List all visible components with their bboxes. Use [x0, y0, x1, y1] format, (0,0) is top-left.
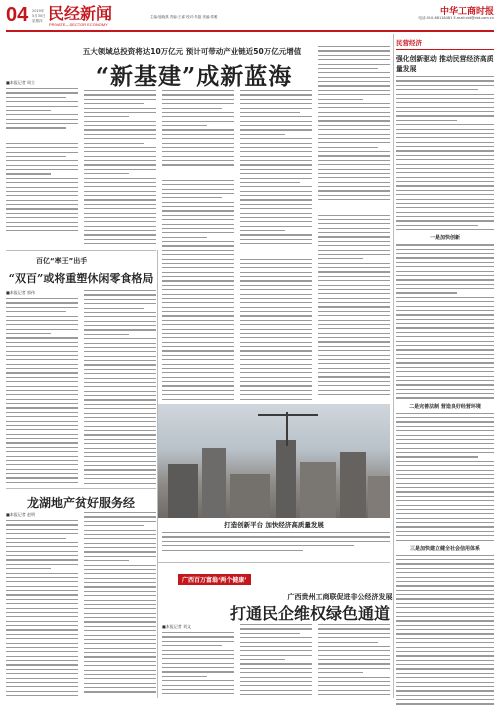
photo-caption: 打造创新平台 加快经济高质量发展 [224, 521, 324, 529]
lead-text-col-3 [162, 90, 234, 400]
publish-date: 2019年5月30日 星期四 [32, 9, 46, 23]
sidebar-column [396, 38, 494, 698]
story2-text-col-2 [84, 290, 156, 486]
story4-text-col-2 [240, 624, 312, 698]
masthead [6, 4, 494, 28]
column-name: 民经新闻 [48, 4, 113, 23]
sidebar-section-label: 民营经济 [396, 38, 494, 50]
lead-text-col-2 [84, 90, 156, 248]
masthead-rule [6, 30, 494, 32]
sidebar-title: 强化创新驱动 推动民营经济高质量发展 [396, 55, 494, 73]
lead-text-col-4 [240, 90, 312, 400]
lead-text-col-1 [6, 80, 78, 248]
story2-byline: ■本报记者 郭伟 [6, 290, 36, 295]
page-number: 04 [6, 4, 29, 26]
newspaper-brand: 中华工商时报 [439, 7, 494, 17]
editor-credits: 主编:施晓燕 责编:王睿 校对:朱磊 美编:郑雅 [150, 15, 218, 19]
lead-kicker: 五大领域总投资将达10万亿元 预计可带动产业链近50万亿元增值 [82, 47, 302, 56]
story4-text-col-1 [162, 624, 234, 698]
column-subtitle: PRIVATE—SECTOR ECONOMY [49, 22, 108, 27]
lead-text-col-5 [318, 46, 390, 400]
story4-text-col-3 [318, 624, 390, 698]
story2-kicker: 百亿“率王”出手 [36, 257, 88, 265]
sidebar-subhead-2: 二是完善法制 营造良好经营环境 [409, 403, 481, 410]
story2-text-col-1 [6, 290, 78, 486]
section-divider [6, 250, 156, 251]
story4-byline: ■本报记者 刘文 [162, 624, 192, 629]
lead-subhead-1 [6, 132, 78, 140]
contact-info: 电话:010-68118481 E-mail:cbt@cbt.com.cn [418, 16, 494, 20]
story3-headline: 龙湖地产贫好服务经 [26, 496, 135, 510]
news-photo [158, 404, 390, 518]
lead-headline: “新基建”成新蓝海 [95, 63, 293, 90]
story4-tag: 广西百万富翁‘两个健康’ [178, 574, 251, 585]
sidebar-subhead-3: 三是加快建立健全社会信用体系 [409, 545, 480, 552]
lead-byline: ■本报记者 周立 [6, 80, 36, 85]
story4-kicker: 广西贵州工商联促进非公经济发展 [287, 593, 393, 601]
story4-headline: 打通民企维权绿色通道 [229, 604, 390, 623]
story2-headline: “双百”或将重塑休闲零食格局 [8, 272, 154, 285]
story3-text-col-2 [84, 512, 156, 698]
story3-text-col-1 [6, 512, 78, 698]
story3-byline: ■本报记者 赵明 [6, 512, 36, 517]
photo-caption-text [162, 532, 390, 556]
sidebar-subhead-1: 一是加快创新 [429, 235, 460, 242]
